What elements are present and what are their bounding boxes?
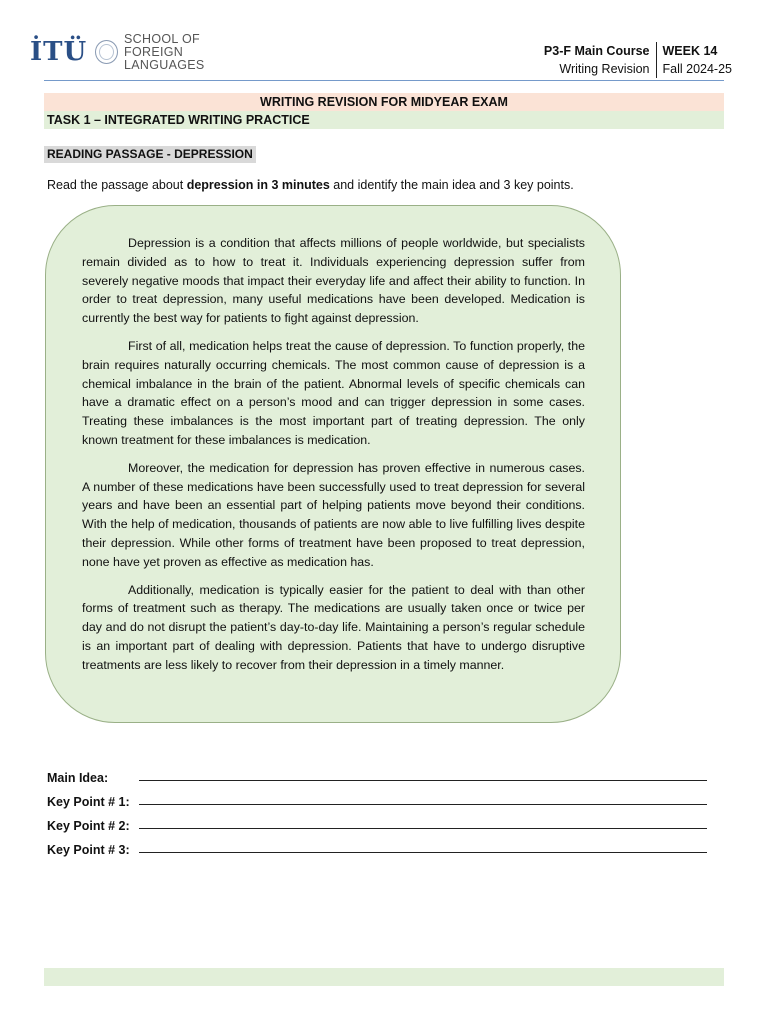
key-point-2-row xyxy=(47,809,707,833)
course-info xyxy=(544,42,732,78)
main-idea-row xyxy=(47,761,707,785)
passage-paragraph-3: Moreover, the medication for depression has proven effective in numerous cases. A number of these medications have been successfully used to treat depression for several years and have been an essential part of helping patients move beyond their conditions. With the help of medication, thousands of patients are now able to live fulfilling lives despite their depression. While other forms of treatment have been proposed to treat depression, none have yet proven as effective as medication has. xyxy=(82,460,585,569)
school-logo xyxy=(30,30,260,74)
answer-label: Main Idea: xyxy=(47,771,109,785)
key-point-3-row xyxy=(47,833,707,857)
school-name: SCHOOL OF FOREIGN LANGUAGES xyxy=(124,31,205,72)
instruction-text: Read the passage about depression in 3 minutes and identify the main idea and 3 key points. xyxy=(47,178,574,192)
week-label: WEEK 14 xyxy=(662,44,718,58)
itu-logo-mark: İTÜ xyxy=(30,37,88,67)
main-idea-answer-line[interactable] xyxy=(139,779,707,781)
instruction-emphasis: depression in 3 minutes xyxy=(186,178,330,192)
answer-label: Key Point # 2: xyxy=(47,819,130,833)
footer-bar xyxy=(44,968,724,986)
key-point-1-answer-line[interactable] xyxy=(139,803,707,805)
reading-passage xyxy=(82,234,585,684)
passage-paragraph-4: Additionally, medication is typically easier for the patient to deal with than other forms of treatment such as therapy. The medications are usually taken once or twice per day and do not disrupt the patient’s day-to-day life. Maintaining a person’s regular schedule is an important part of dealing with depression. Patients that have to undergo disruptive treatments are less likely to recover from their depression in a timely manner. xyxy=(82,582,585,672)
task-heading: TASK 1 – INTEGRATED WRITING PRACTICE xyxy=(44,111,724,129)
answer-label: Key Point # 1: xyxy=(47,795,130,809)
course-name: P3-F Main Course xyxy=(543,44,650,58)
header-divider xyxy=(44,80,724,81)
section-label: READING PASSAGE - DEPRESSION xyxy=(44,146,256,163)
answer-label: Key Point # 3: xyxy=(47,843,130,857)
page-title: WRITING REVISION FOR MIDYEAR EXAM xyxy=(44,93,724,111)
passage-paragraph-2: First of all, medication helps treat the cause of depression. To function properly, the brain requires naturally occurring chemicals. The most common cause of depression is a chemical imbalance in the brain of the patient. Abnormal levels of specific chemicals can have a dramatic effect on a person’s mood and can trigger depression in some cases. Treating these imbalances is the most important part of treating depression. The only known treatment for these imbalances is medication. xyxy=(82,338,585,447)
key-point-3-answer-line[interactable] xyxy=(139,851,707,853)
answer-section xyxy=(47,761,707,857)
university-seal-icon xyxy=(95,40,118,64)
term-label: Fall 2024-25 xyxy=(662,62,732,76)
passage-paragraph-1: Depression is a condition that affects millions of people worldwide, but specialists remain divided as to how to treat it. Individuals experiencing depression suffer from severely negative moods that impact their everyday life and affect their ability to function. In order to treat depression, many useful medications have been developed. Medication is currently the best way for patients to fight against depression. xyxy=(82,236,585,326)
key-point-1-row xyxy=(47,785,707,809)
course-subtitle: Writing Revision xyxy=(559,62,650,76)
key-point-2-answer-line[interactable] xyxy=(139,827,707,829)
